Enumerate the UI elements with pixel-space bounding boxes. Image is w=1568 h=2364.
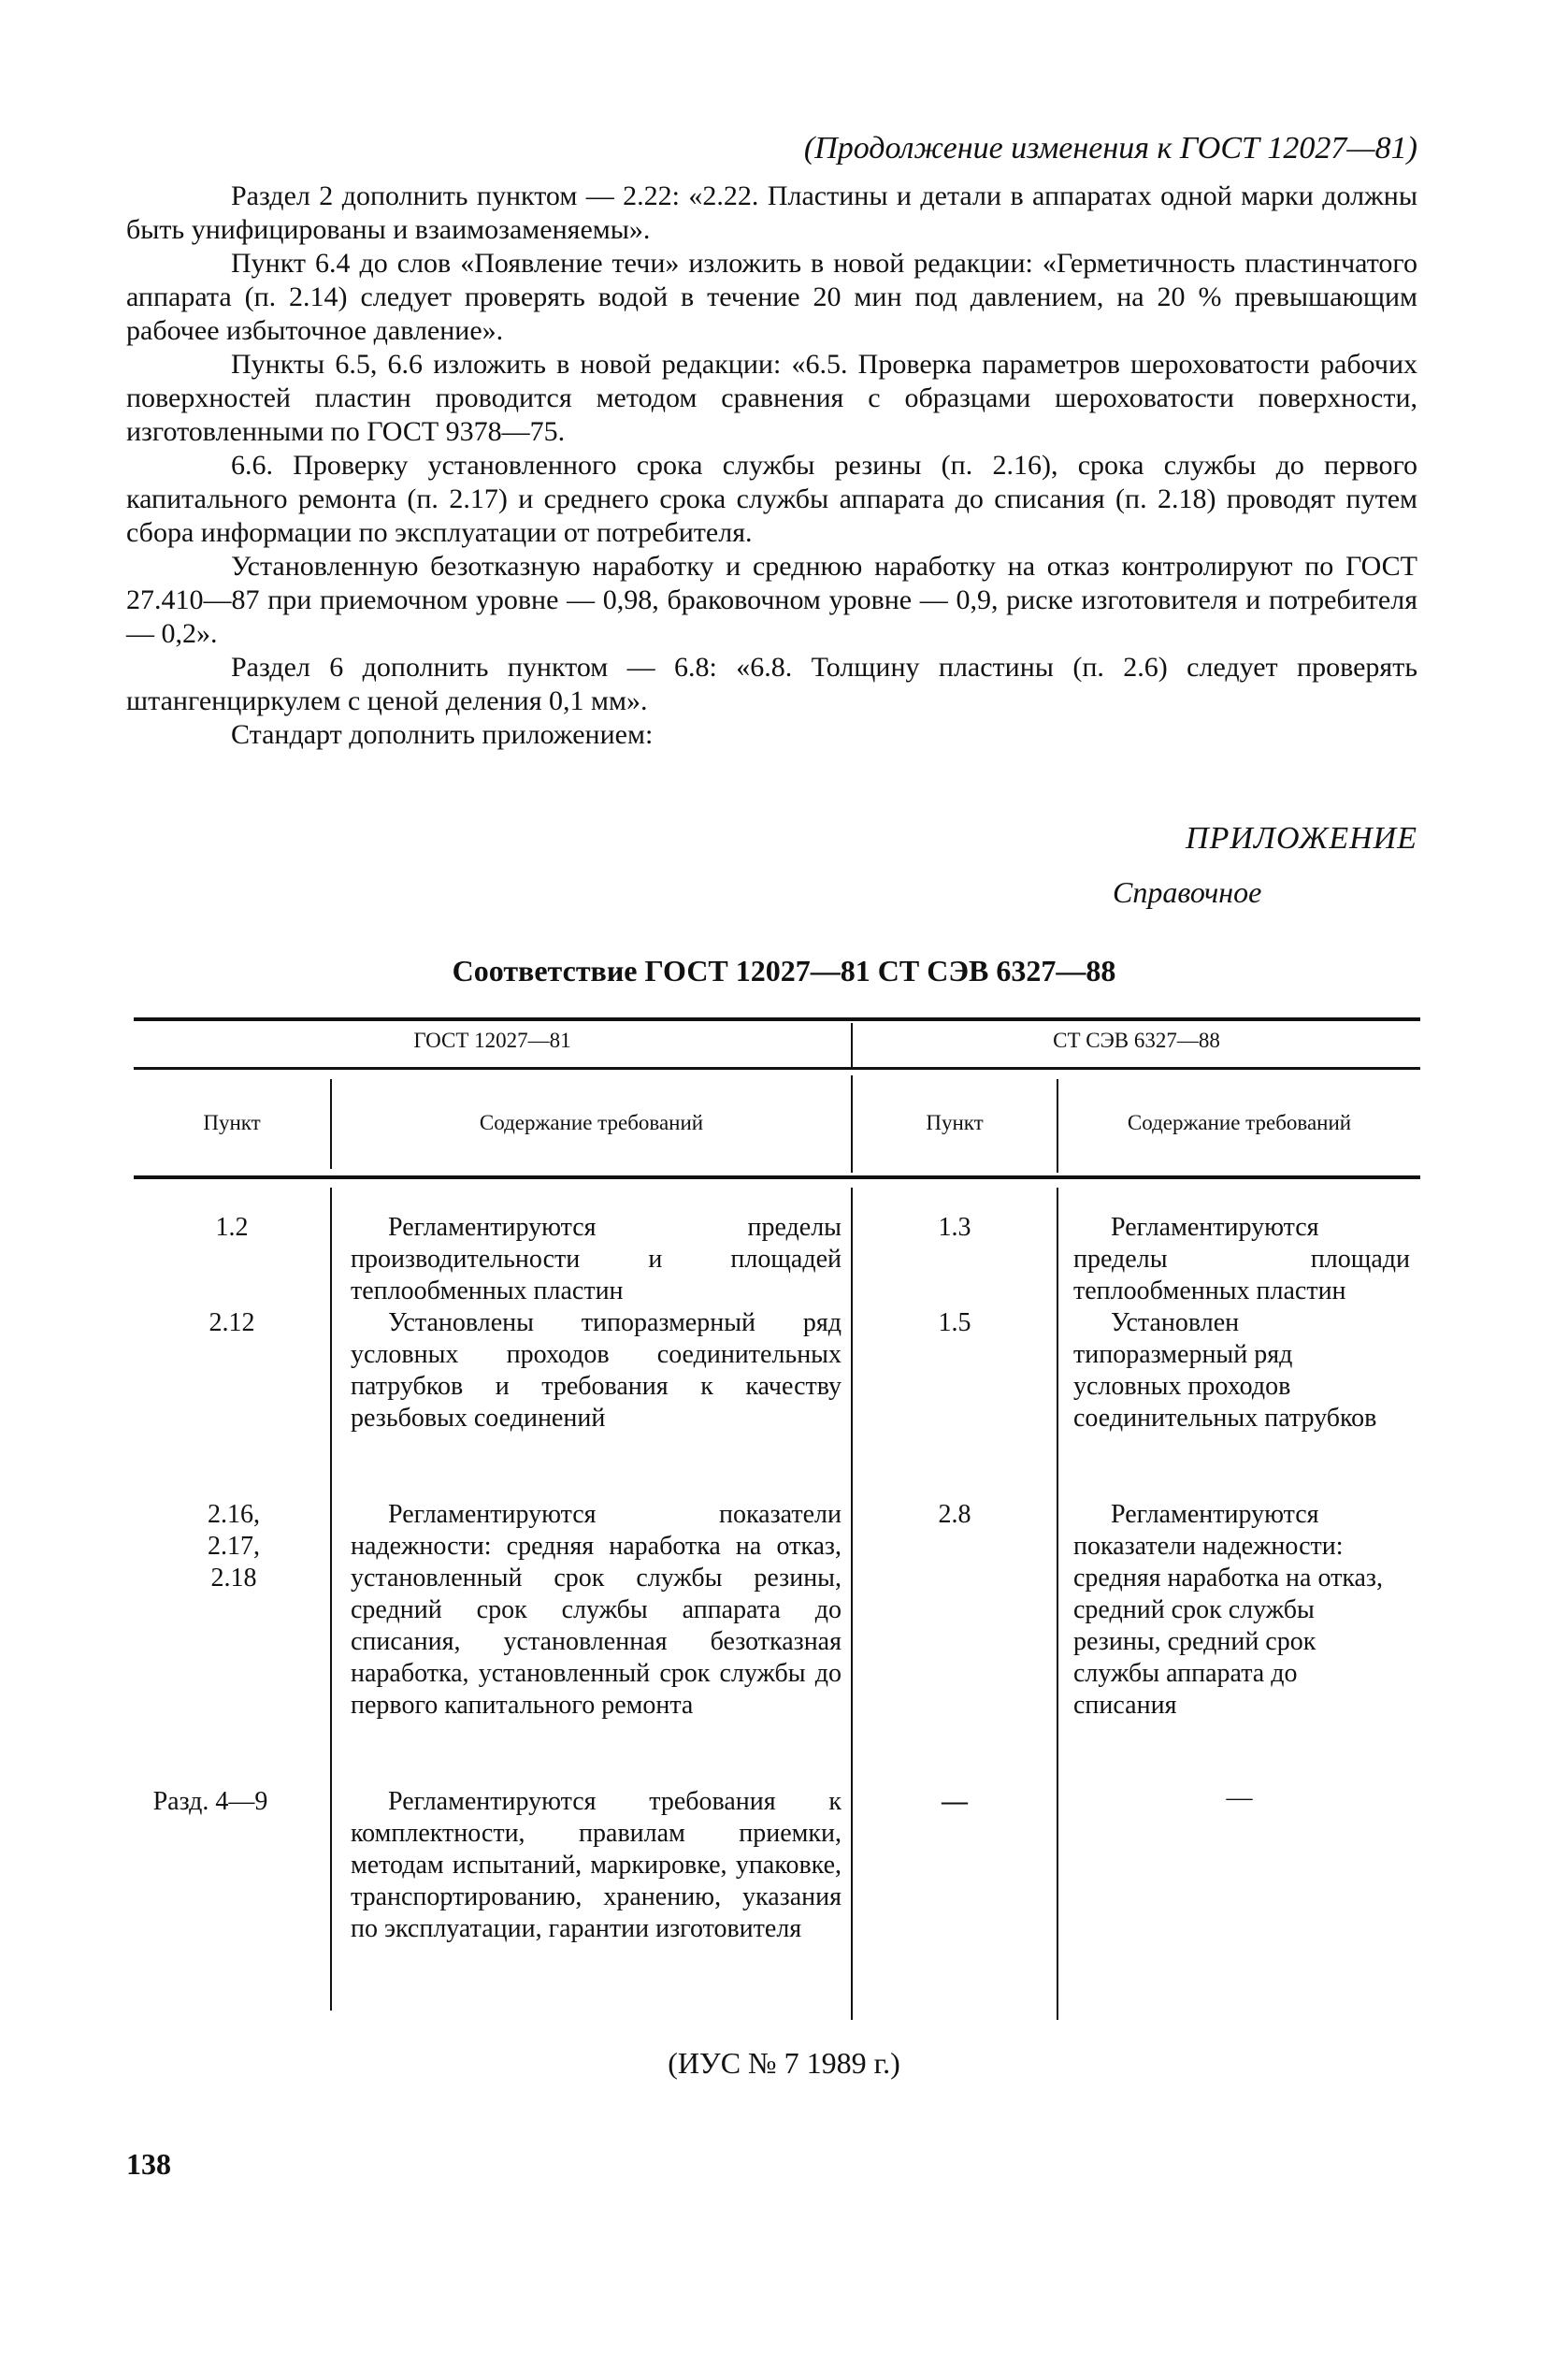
sev-text: Регламентируются показатели надежности: средняя наработка на отказ, средний срок службы резины, средний срок службы аппарата до списания	[1073, 1500, 1383, 1720]
header-rule	[134, 1067, 1420, 1070]
column-divider	[330, 1079, 332, 1169]
gost-item: 1.2	[215, 1213, 249, 1242]
column-header: Содержание требований	[479, 1111, 704, 1134]
gost-text: Регламентируются требования к комплектности, правилам приемки, методам испытаний, маркировке, упаковке, транспортированию, хранению, указания по эксплуатации, гарантии изготовителя	[351, 1787, 842, 1943]
gost-item: 2.16, 2.17, 2.18	[208, 1500, 260, 1593]
sev-item: 1.5	[938, 1308, 971, 1337]
sev-item: 1.3	[938, 1213, 971, 1242]
group-header-gost: ГОСТ 12027—81	[413, 1029, 571, 1052]
column-divider	[330, 1188, 332, 2011]
sev-item: —	[942, 1787, 968, 1816]
gost-item: 2.12	[209, 1308, 255, 1337]
table-title: Соответствие ГОСТ 12027—81 СТ СЭВ 6327—88	[452, 954, 1116, 987]
paragraph: Пункты 6.5, 6.6 изложить в новой редакции: «6.5. Проверка параметров шероховатости рабочих поверхностей пластин проводится методом сравнения с образцами шероховатости поверхности, изготовленными по ГОСТ 9378—75.	[126, 349, 1417, 447]
gost-item: Разд. 4—9	[152, 1787, 268, 1816]
source-note: (ИУС № 7 1989 г.)	[668, 2046, 900, 2080]
column-divider	[851, 1075, 853, 1173]
paragraph: Пункт 6.4 до слов «Появление течи» изложить в новой редакции: «Герметичность пластинчатого аппарата (п. 2.14) следует проверять водой в течение 20 мин под давлением, на 20 % превышающим рабочее избыточное давление».	[126, 248, 1417, 346]
column-header: Пункт	[926, 1111, 984, 1134]
gost-text: Регламентируются пределы производительности и площадей теплообменных пластин	[351, 1213, 842, 1305]
table-top-rule	[134, 1017, 1420, 1021]
running-title: (Продолжение изменения к ГОСТ 12027—81)	[803, 131, 1417, 166]
column-divider	[1057, 1188, 1058, 2020]
paragraph: Установленную безотказную наработку и среднюю наработку на отказ контролируют по ГОСТ 27.410—87 при приемочном уровне — 0,98, браковочном уровне — 0,9, риске изготовителя и потребителя — 0,2».	[126, 551, 1417, 649]
paragraph: Раздел 2 дополнить пунктом — 2.22: «2.22. Пластины и детали в аппаратах одной марки должны быть унифицированы и взаимозаменяемы».	[126, 180, 1417, 245]
column-header: Содержание требований	[1127, 1111, 1352, 1134]
column-header: Пункт	[203, 1111, 261, 1134]
paragraph: 6.6. Проверку установленного срока службы резины (п. 2.16), срока службы до первого капитального ремонта (п. 2.17) и среднего срока службы аппарата до списания (п. 2.18) проводят путем сбора информации по эксплуатации от потребителя.	[126, 450, 1417, 548]
appendix-label: ПРИЛОЖЕНИЕ	[1186, 821, 1417, 856]
paragraph: Стандарт дополнить приложением:	[231, 719, 654, 750]
sev-text: Регламентируются пределы площади теплообменных пластин	[1073, 1213, 1410, 1305]
body-text	[126, 180, 1417, 752]
gost-text: Регламентируются показатели надежности: средняя наработка на отказ, установленный срок службы резины, средний срок службы аппарата до списания, установленная безотказная наработка, установленный срок службы до первого капитального ремонта	[351, 1500, 842, 1720]
sev-text: Установлен типоразмерный ряд условных проходов соединительных патрубков	[1073, 1308, 1377, 1433]
header-bottom-rule	[134, 1175, 1420, 1179]
column-divider	[1057, 1079, 1058, 1173]
sev-item: 2.8	[938, 1500, 971, 1529]
group-header-sev: СТ СЭВ 6327—88	[1053, 1029, 1220, 1052]
page-number: 138	[126, 2147, 171, 2181]
sev-text: —	[1226, 1783, 1253, 1812]
gost-text: Установлены типоразмерный ряд условных проходов соединительных патрубков и требования к качеству резьбовых соединений	[351, 1308, 842, 1433]
paragraph: Раздел 6 дополнить пунктом — 6.8: «6.8. Толщину пластины (п. 2.6) следует проверять штангенциркулем с ценой деления 0,1 мм».	[126, 652, 1417, 716]
appendix-type: Справочное	[1113, 875, 1262, 909]
